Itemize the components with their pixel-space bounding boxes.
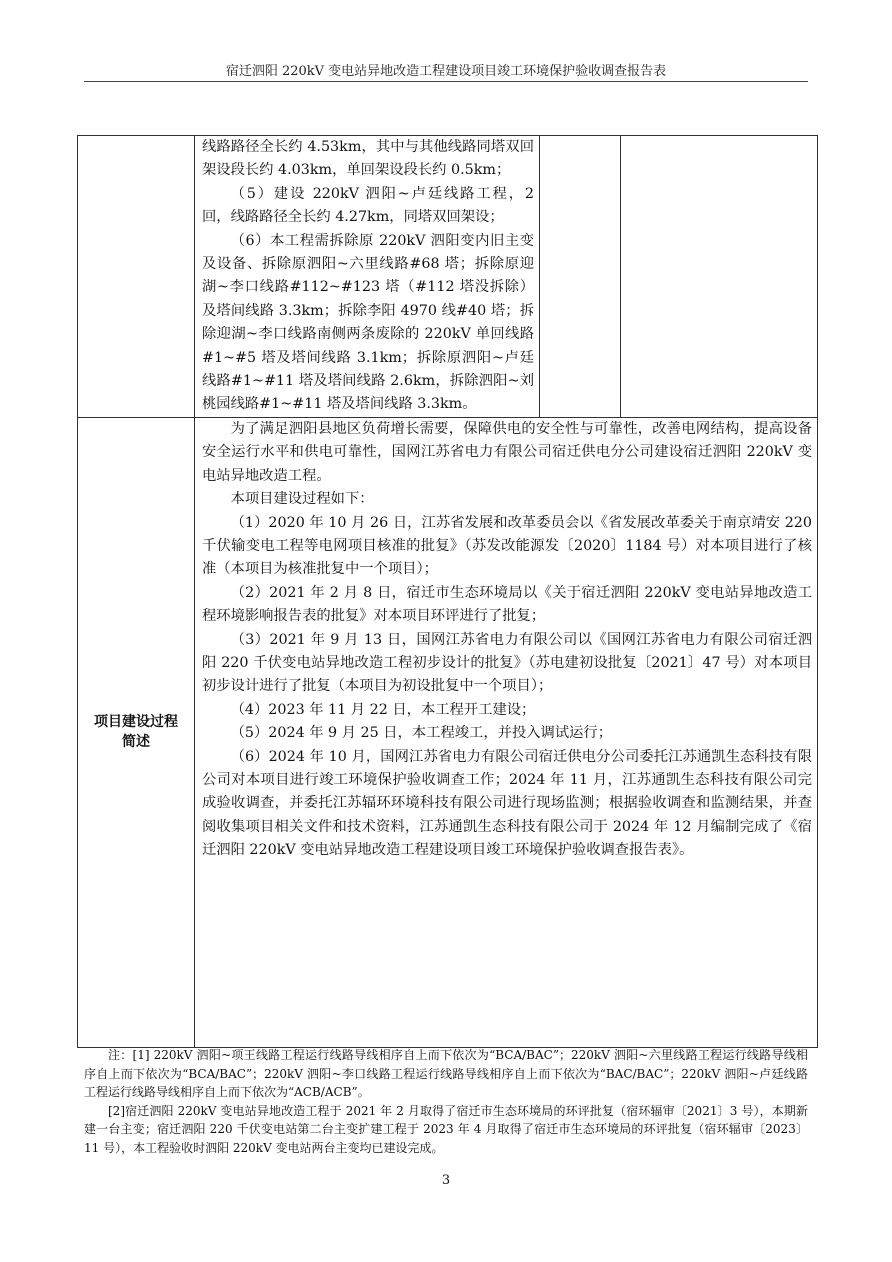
construction-content-cell: [195, 136, 540, 418]
process-paragraph: （2）2021 年 2 月 8 日，宿迁市生态环境局以《关于宿迁泗阳 220kV 变电站异地改造工程环境影响报告表的批复》对本项目环评进行了批复；: [202, 584, 812, 625]
construction-paragraph: （6）本工程需拆除原 220kV 泗阳变内旧主变及设备、拆除原泗阳~六里线路#68 塔；拆除原迎湖~李口线路#112~#123 塔（#112 塔没拆除）及塔间线路 3.3km；拆除李阳 4970 线#40 塔；拆除迎湖~李口线路南侧两条废除的 220kV 单回线路#1~#5 塔及塔间线路 3.1km；拆除原泗阳~卢廷线路#1~#11 塔及塔间线路 2.6km，拆除泗阳~刘桃园线路#1~#11 塔及塔间线路 3.3km。: [202, 232, 534, 413]
process-label-cell: [78, 417, 195, 1047]
process-paragraph: （3）2021 年 9 月 13 日，国网江苏省电力有限公司以《国网江苏省电力有限公司宿迁泗阳 220 千伏变电站异地改造工程初步设计的批复》（苏电建初设批复〔2021〕47 号）对本项目初步设计进行了批复（本项目为初设批复中一个项目）；: [202, 631, 812, 695]
footnotes: [84, 1046, 808, 1157]
construction-paragraph: （5）建设 220kV 泗阳~卢廷线路工程，2 回，线路路径全长约 4.27km，同塔双回架设；: [202, 185, 534, 226]
empty-label-cell: [78, 136, 195, 418]
process-paragraph: （4）2023 年 11 月 22 日，本工程开工建设；: [230, 701, 536, 718]
process-label: 项目建设过程简述: [94, 714, 178, 751]
table-row-construction-content: [78, 136, 818, 418]
report-table: [77, 135, 818, 1048]
process-paragraph: （1）2020 年 10 月 26 日，江苏省发展和改革委员会以《省发展改革委关于南京靖安 220 千伏输变电工程等电网项目核准的批复》（苏发改能源发〔2020〕1184 号）对本项目进行了核准（本项目为核准批复中一个项目）；: [202, 514, 812, 578]
footnote-2: [2]宿迁泗阳 220kV 变电站异地改造工程于 2021 年 2 月取得了宿迁市生态环境局的环评批复（宿环辐审〔2021〕3 号），本期新建一台主变；宿迁泗阳 220 千伏变电站第二台主变扩建工程于 2023 年 4 月取得了宿迁市生态环境局的环评批复（宿环辐审〔2023〕11 号），本工程验收时泗阳 220kV 变电站两台主变均已建设完成。: [84, 1103, 808, 1155]
construction-paragraph: 线路路径全长约 4.53km，其中与其他线路同塔双回架设段长约 4.03km，单回架设段长约 0.5km；: [202, 139, 534, 179]
page-number: 3: [441, 1173, 451, 1188]
footnote-1: 注：[1] 220kV 泗阳~项王线路工程运行线路导线相序自上而下依次为“BCA/BAC”；220kV 泗阳~六里线路工程运行线路导线相序自上而下依次为“BCA/BAC”；220kV 泗阳~李口线路工程运行线路导线相序自上而下依次为“BAC/BAC”；220kV 泗阳~卢廷线路工程运行线路导线相序自上而下依次为“ACB/ACB”。: [84, 1048, 808, 1099]
empty-cell: [621, 136, 818, 418]
process-paragraph: （5）2024 年 9 月 25 日，本工程竣工，并投入调试运行；: [230, 725, 613, 742]
empty-cell: [540, 136, 621, 418]
header-divider: [84, 81, 808, 82]
process-content-cell: [195, 417, 818, 1047]
table-row-process: [78, 417, 818, 1047]
page-header-title: 宿迁泗阳 220kV 变电站异地改造工程建设项目竣工环境保护验收调查报告表: [225, 64, 667, 79]
process-paragraph: （6）2024 年 10 月，国网江苏省电力有限公司宿迁供电分公司委托江苏通凯生态科技有限公司对本项目进行竣工环境保护验收调查工作；2024 年 11 月，江苏通凯生态科技有限公司完成验收调查，并委托江苏辐环环境科技有限公司进行现场监测；根据验收调查和监测结果，并查阅收集项目相关文件和技术资料，江苏通凯生态科技有限公司于 2024 年 12 月编制完成了《宿迁泗阳 220kV 变电站异地改造工程建设项目竣工环境保护验收调查报告表》。: [202, 748, 812, 859]
process-paragraph: 本项目建设过程如下：: [230, 491, 374, 508]
process-paragraph: 为了满足泗阳县地区负荷增长需要，保障供电的安全性与可靠性，改善电网结构，提高设备安全运行水平和供电可靠性，国网江苏省电力有限公司宿迁供电分公司建设宿迁泗阳 220kV 变电站异地改造工程。: [202, 420, 812, 484]
